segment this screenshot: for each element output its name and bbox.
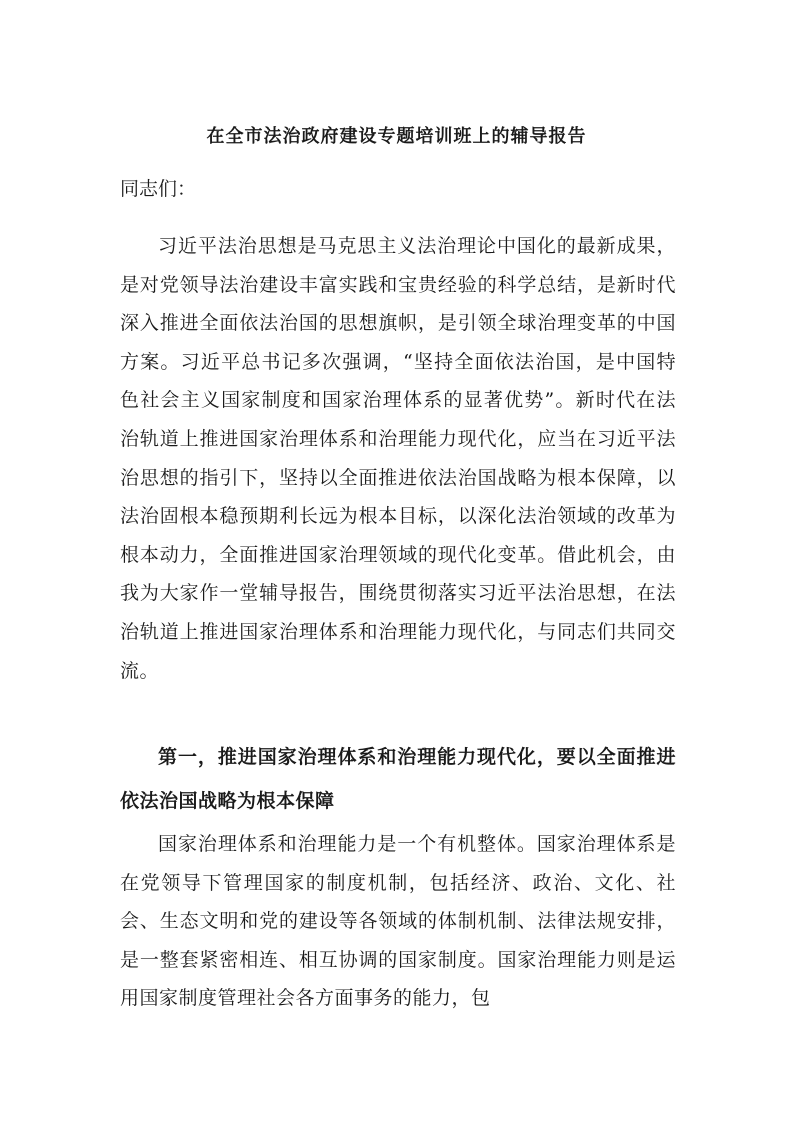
body-paragraph-1: 习近平法治思想是马克思主义法治理论中国化的最新成果，是对党领导法治建设丰富实践和宝贵经验的科学总结，是新时代深入推进全面依法治国的思想旗帜，是引领全球治理变革的中国方案。习近平总书记多次强调，“坚持全面依法治国，是中国特色社会主义国家制度和国家治理体系的显著优势”。新时代在法治轨道上推进国家治理体系和治理能力现代化，应当在习近平法治思想的指引下，坚持以全面推进依法治国战略为根本保障，以法治固根本稳预期利长远为根本目标，以深化法治领域的改革为根本动力，全面推进国家治理领域的现代化变革。借此机会，由我为大家作一堂辅导报告，围绕贯彻落实习近平法治思想，在法治轨道上推进国家治理体系和治理能力现代化，与同志们共同交流。 [120,235,676,682]
section-heading-1: 第一，推进国家治理体系和治理能力现代化，要以全面推进依法治国战略为根本保障 [120,746,676,812]
document-title: 在全市法治政府建设专题培训班上的辅导报告 [206,126,587,147]
body-paragraph-2: 国家治理体系和治理能力是一个有机整体。国家治理体系是在党领导下管理国家的制度机制，包括经济、政治、文化、社会、生态文明和党的建设等各领域的体制机制、法律法规安排，是一整套紧密相连、相互协调的国家制度。国家治理能力则是运用国家制度管理社会各方面事务的能力，包 [120,833,676,1010]
salutation: 同志们： [120,178,197,200]
